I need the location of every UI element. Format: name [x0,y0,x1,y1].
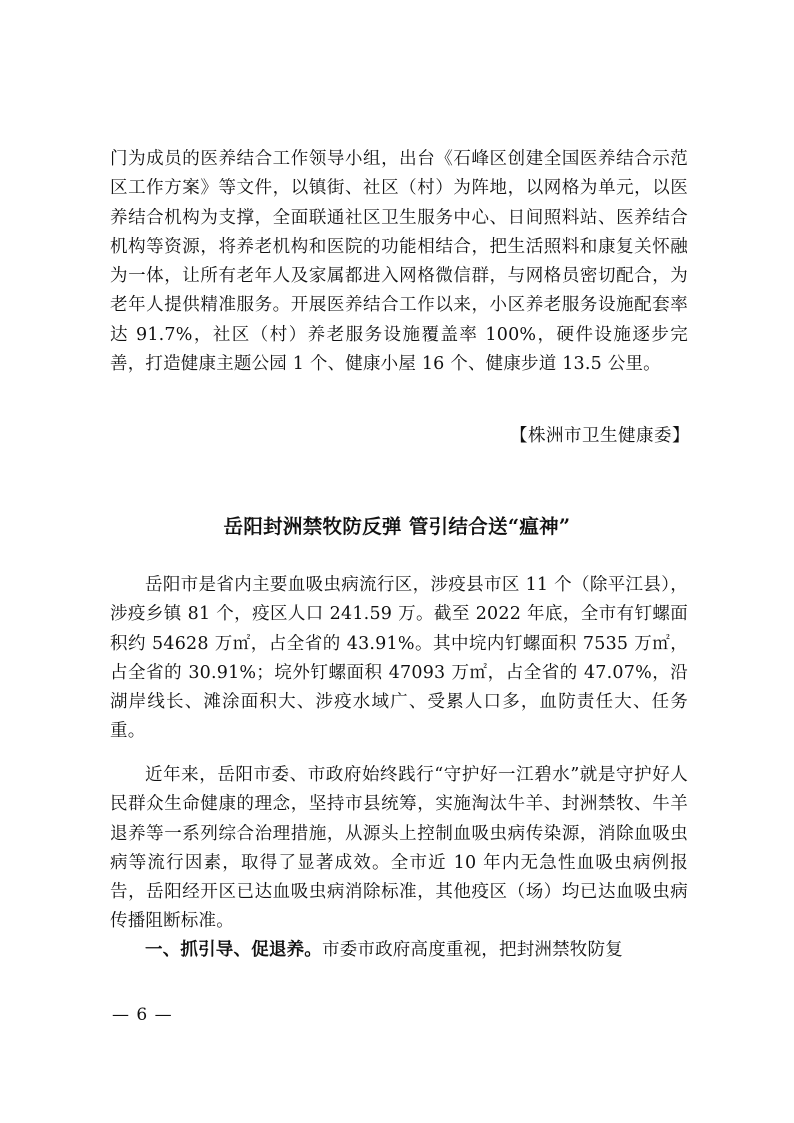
section-heading: 岳阳封洲禁牧防反弹 管引结合送“瘟神” [223,515,571,538]
source-attribution: 【株洲市卫生健康委】 [510,426,690,446]
page-number: — 6 — [112,1005,173,1025]
paragraph-measures: 近年来，岳阳市委、市政府始终践行“守护好一江碧水”就是守护好人民群众生命健康的理念，坚持市县统筹，实施淘汰牛羊、封洲禁牧、牛羊退养等一系列综合治理措施，从源头上控制血吸虫病传染源，消除血吸虫病等流行因素，取得了显著成效。全市近 10 年内无急性血吸虫病例报告，岳阳经开区已达血吸虫病消除标准，其他疫区（场）均已达血吸虫病传播阻断标准。 [110,765,688,932]
point-one-text: 市委市政府高度重视，把封洲禁牧防复 [322,940,623,960]
point-one-heading: 一、抓引导、促退养。 [145,940,322,960]
paragraph-continued: 门为成员的医养结合工作领导小组，出台《石峰区创建全国医养结合示范区工作方案》等文件，以镇街、社区（村）为阵地，以网格为单元，以医养结合机构为支撑，全面联通社区卫生服务中心、日间照料站、医养结合机构等资源，将养老机构和医院的功能相结合，把生活照料和康复关怀融为一体，让所有老年人及家属都进入网格微信群，与网格员密切配合，为老年人提供精准服务。开展医养结合工作以来，小区养老服务设施配套率达 91.7%，社区（村）养老服务设施覆盖率 100%，硬件设施逐步完善，打造健康主题公园 1 个、健康小屋 16 个、健康步道 13.5 公里。 [110,149,688,375]
paragraph-point-one [110,936,688,965]
paragraph-intro: 岳阳市是省内主要血吸虫病流行区，涉疫县市区 11 个（除平江县），涉疫乡镇 81 个，疫区人口 241.59 万。截至 2022 年底，全市有钉螺面积约 54628 万㎡，占全省的 43.91%。其中垸内钉螺面积 7535 万㎡，占全省的 30.91%；垸外钉螺面积 47093 万㎡，占全省的 47.07%，沿湖岸线长、滩涂面积大、涉疫水域广、受累人口多，血防责任大、任务重。 [110,575,688,742]
